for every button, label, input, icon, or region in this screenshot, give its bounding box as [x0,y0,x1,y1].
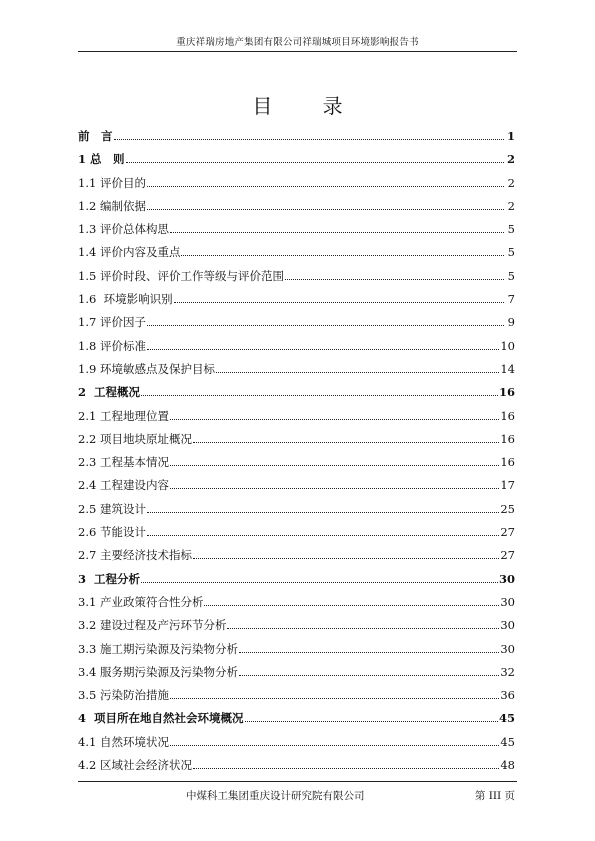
toc-entry[interactable] [78,454,515,477]
toc-entry[interactable] [78,641,515,664]
toc-entry-label: 3.3 施工期污染源及污染物分析 [78,641,238,656]
toc-entry-page: 45 [500,734,515,749]
toc-entry[interactable] [78,431,515,454]
toc-dot-leader [285,270,504,280]
toc-dot-leader [193,759,499,769]
toc-entry-page: 30 [498,571,515,586]
toc-dot-leader [147,317,504,327]
toc-entry[interactable] [78,501,515,524]
toc-entry-page: 10 [500,338,515,353]
toc-dot-leader [147,503,499,513]
toc-dot-leader [174,293,504,303]
toc-entry-page: 9 [507,315,515,330]
toc-entry-label: 2.4 工程建设内容 [78,478,169,493]
toc-entry-page: 7 [507,292,515,307]
toc-entry[interactable] [78,221,515,244]
toc-entry-page: 5 [507,245,515,260]
toc-dot-leader [114,130,505,140]
toc-entry[interactable] [78,361,515,384]
page-title: 目 录 [252,94,365,118]
toc-entry[interactable] [78,664,515,687]
footer-company: 中煤科工集团重庆设计研究院有限公司 [186,790,365,802]
toc-entry-page: 30 [500,641,515,656]
running-header: 重庆祥瑞房地产集团有限公司祥瑞城项目环境影响报告书 [176,37,419,48]
toc-entry-label: 2.7 主要经济技术指标 [78,548,192,563]
toc-entry-label: 3.2 建设过程及产污环节分析 [78,618,227,633]
toc-dot-leader [147,177,504,187]
toc-entry-page: 48 [500,758,515,773]
toc-dot-leader [193,550,499,560]
toc-entry-label: 1.7 评价因子 [78,315,146,330]
toc-entry-label: 1.1 评价目的 [78,175,146,190]
toc-entry[interactable] [78,571,515,594]
toc-entry[interactable] [78,594,515,617]
footer-page-number: 第 III 页 [474,790,515,802]
toc-entry-page: 5 [507,268,515,283]
toc-entry[interactable] [78,408,515,431]
toc-entry-page: 30 [500,618,515,633]
header-divider [78,51,517,52]
toc-entry-label: 4 项目所在地自然社会环境概况 [78,711,244,726]
toc-dot-leader [181,247,504,257]
toc-entry-page: 32 [500,664,515,679]
toc-dot-leader [239,643,499,653]
toc-entry-label: 3.5 污染防治措施 [78,688,169,703]
toc-entry-page: 5 [507,222,515,237]
toc-entry[interactable] [78,151,515,174]
toc-dot-leader [216,363,499,373]
toc-entry-page: 14 [500,361,515,376]
toc-dot-leader [126,154,504,164]
toc-entry-label: 1.2 编制依据 [78,198,146,213]
toc-entry-page: 16 [500,455,515,470]
toc-entry-label: 3 工程分析 [78,571,141,586]
toc-entry-label: 前 言 [78,129,113,143]
toc-entry-label: 3.1 产业政策符合性分析 [78,594,204,609]
toc-dot-leader [239,666,499,676]
footer-divider [78,781,517,782]
toc-entry[interactable] [78,198,515,221]
toc-entry-page: 25 [500,501,515,516]
toc-entry-label: 1.3 评价总体构思 [78,222,169,237]
toc-entry-label: 4.2 区域社会经济状况 [78,758,192,773]
toc-entry[interactable] [78,710,515,733]
toc-entry[interactable] [78,384,515,407]
toc-entry[interactable] [78,734,515,757]
toc-entry-label: 4.1 自然环境状况 [78,734,169,749]
toc-entry[interactable] [78,314,515,337]
toc-entry-page: 36 [500,688,515,703]
toc-entry-page: 2 [507,175,515,190]
toc-dot-leader [193,433,499,443]
toc-entry[interactable] [78,175,515,198]
toc-dot-leader [204,596,499,606]
toc-entry-label: 2.2 项目地块原址概况 [78,431,192,446]
table-of-contents [78,128,515,780]
toc-dot-leader [170,480,499,490]
toc-entry-label: 1.5 评价时段、评价工作等级与评价范围 [78,268,284,283]
toc-entry-label: 2.1 工程地理位置 [78,408,169,423]
toc-dot-leader [141,387,498,397]
toc-dot-leader [141,573,498,583]
toc-entry-label: 1.8 评价标准 [78,338,146,353]
toc-entry[interactable] [78,268,515,291]
toc-entry-page: 45 [498,711,515,726]
toc-dot-leader [245,713,498,723]
toc-entry[interactable] [78,524,515,547]
toc-entry-label: 1.4 评价内容及重点 [78,245,181,260]
toc-entry-page: 1 [506,129,515,143]
toc-entry-page: 16 [500,408,515,423]
toc-entry-page: 30 [500,594,515,609]
toc-dot-leader [170,224,504,234]
toc-entry-page: 16 [500,431,515,446]
toc-entry[interactable] [78,338,515,361]
toc-entry[interactable] [78,617,515,640]
toc-dot-leader [147,340,499,350]
toc-entry-page: 2 [507,198,515,213]
toc-entry-page: 27 [500,525,515,540]
toc-entry[interactable] [78,291,515,314]
toc-dot-leader [170,736,499,746]
toc-entry-label: 2.3 工程基本情况 [78,455,169,470]
toc-entry[interactable] [78,477,515,500]
toc-dot-leader [227,620,499,630]
toc-entry-label: 1 总 则 [78,152,125,167]
toc-entry-page: 2 [506,152,515,167]
toc-entry[interactable] [78,687,515,710]
toc-dot-leader [147,526,499,536]
toc-entry-page: 16 [498,385,515,400]
toc-entry[interactable] [78,128,515,151]
toc-dot-leader [170,457,499,467]
toc-entry-page: 27 [500,548,515,563]
toc-entry[interactable] [78,757,515,780]
toc-dot-leader [170,410,499,420]
toc-entry-label: 3.4 服务期污染源及污染物分析 [78,664,238,679]
toc-entry-page: 17 [500,478,515,493]
toc-dot-leader [147,200,504,210]
toc-entry-label: 2.5 建筑设计 [78,501,146,516]
toc-entry-label: 1.9 环境敏感点及保护目标 [78,361,215,376]
toc-dot-leader [170,690,499,700]
toc-entry[interactable] [78,547,515,570]
toc-entry[interactable] [78,244,515,267]
toc-entry-label: 1.6 环境影响识别 [78,292,173,307]
toc-entry-label: 2 工程概况 [78,385,141,400]
toc-entry-label: 2.6 节能设计 [78,525,146,540]
